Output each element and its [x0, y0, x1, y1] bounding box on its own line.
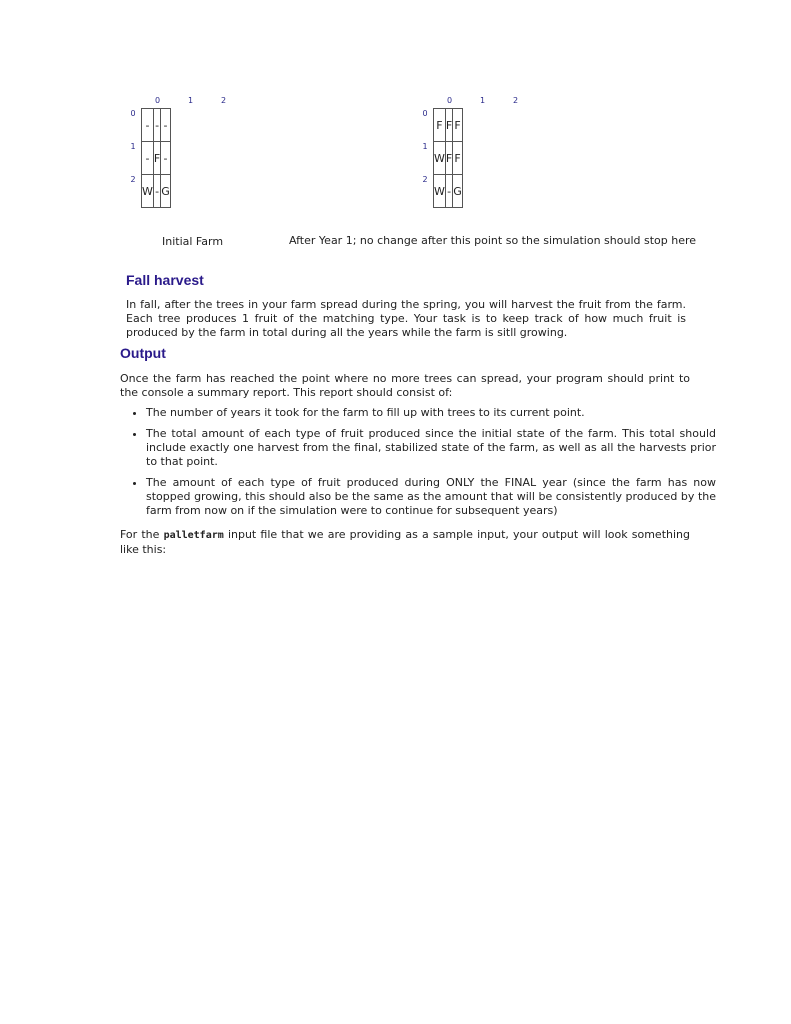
fall-harvest-paragraph: In fall, after the trees in your farm spread during the spring, you will harvest the fruit from the farm. Each tree produces 1 fruit of the matching type. Your task is to keep track of how much fruit is produced by the farm in total during all the years while the farm is sitll growing. [126, 298, 686, 339]
col-label: 0 [154, 96, 161, 105]
grid-cell: - [142, 142, 154, 175]
farm-table [141, 108, 171, 208]
grid-cell: - [161, 142, 171, 175]
col-label: 2 [220, 96, 227, 105]
grid-cell: F [434, 109, 446, 142]
final-text-before: For the [120, 528, 164, 541]
grid-cell: F [453, 142, 463, 175]
list-item: • The number of years it took for the farm to fill up with trees to its current point. [146, 406, 716, 420]
row-label: 2 [130, 175, 136, 184]
col-label: 1 [479, 96, 486, 105]
col-label: 2 [512, 96, 519, 105]
list-item: • The total amount of each type of fruit produced since the initial state of the farm. This total should include exactly one harvest from the final, stabilized state of the farm, as well as all the harvests prior to that point. [146, 427, 716, 469]
grid-cell: - [153, 175, 160, 208]
col-label: 0 [446, 96, 453, 105]
grid-cell: F [153, 142, 160, 175]
after-year1-caption: After Year 1; no change after this point so the simulation should stop here [289, 234, 697, 247]
grid-cell: F [445, 142, 452, 175]
row-label: 0 [422, 109, 428, 118]
farm-table [433, 108, 463, 208]
grid-cell: G [161, 175, 171, 208]
grid-cell: W [142, 175, 154, 208]
grid-cell: - [445, 175, 452, 208]
output-heading: Output [120, 345, 166, 361]
list-item: • The amount of each type of fruit produced during ONLY the FINAL year (since the farm has now stopped growing, this should also be the same as the amount that will be consistently produced by the farm from now on if the simulation were to continue for subsequent years) [146, 476, 716, 518]
row-label: 1 [422, 142, 428, 151]
col-label: 1 [187, 96, 194, 105]
grid-cell: - [153, 109, 160, 142]
row-label: 2 [422, 175, 428, 184]
grid-cell: - [142, 109, 154, 142]
grid-cell: W [434, 175, 446, 208]
grid-cell: W [434, 142, 446, 175]
grid-cell: G [453, 175, 463, 208]
sample-output-paragraph [120, 528, 690, 557]
row-label: 0 [130, 109, 136, 118]
final-text-after: input file that we are providing as a sample input, your output will look something like this: [120, 528, 690, 556]
report-items-list [120, 406, 716, 525]
column-labels [433, 96, 533, 106]
row-label: 1 [130, 142, 136, 151]
output-intro-paragraph: Once the farm has reached the point where no more trees can spread, your program should print to the console a summary report. This report should consist of: [120, 372, 690, 399]
input-filename-code: palletfarm [163, 530, 224, 541]
grid-cell: F [445, 109, 452, 142]
column-labels [141, 96, 241, 106]
grid-cell: F [453, 109, 463, 142]
grid-cell: - [161, 109, 171, 142]
fall-harvest-heading: Fall harvest [126, 272, 204, 288]
initial-farm-caption: Initial Farm [162, 235, 224, 248]
